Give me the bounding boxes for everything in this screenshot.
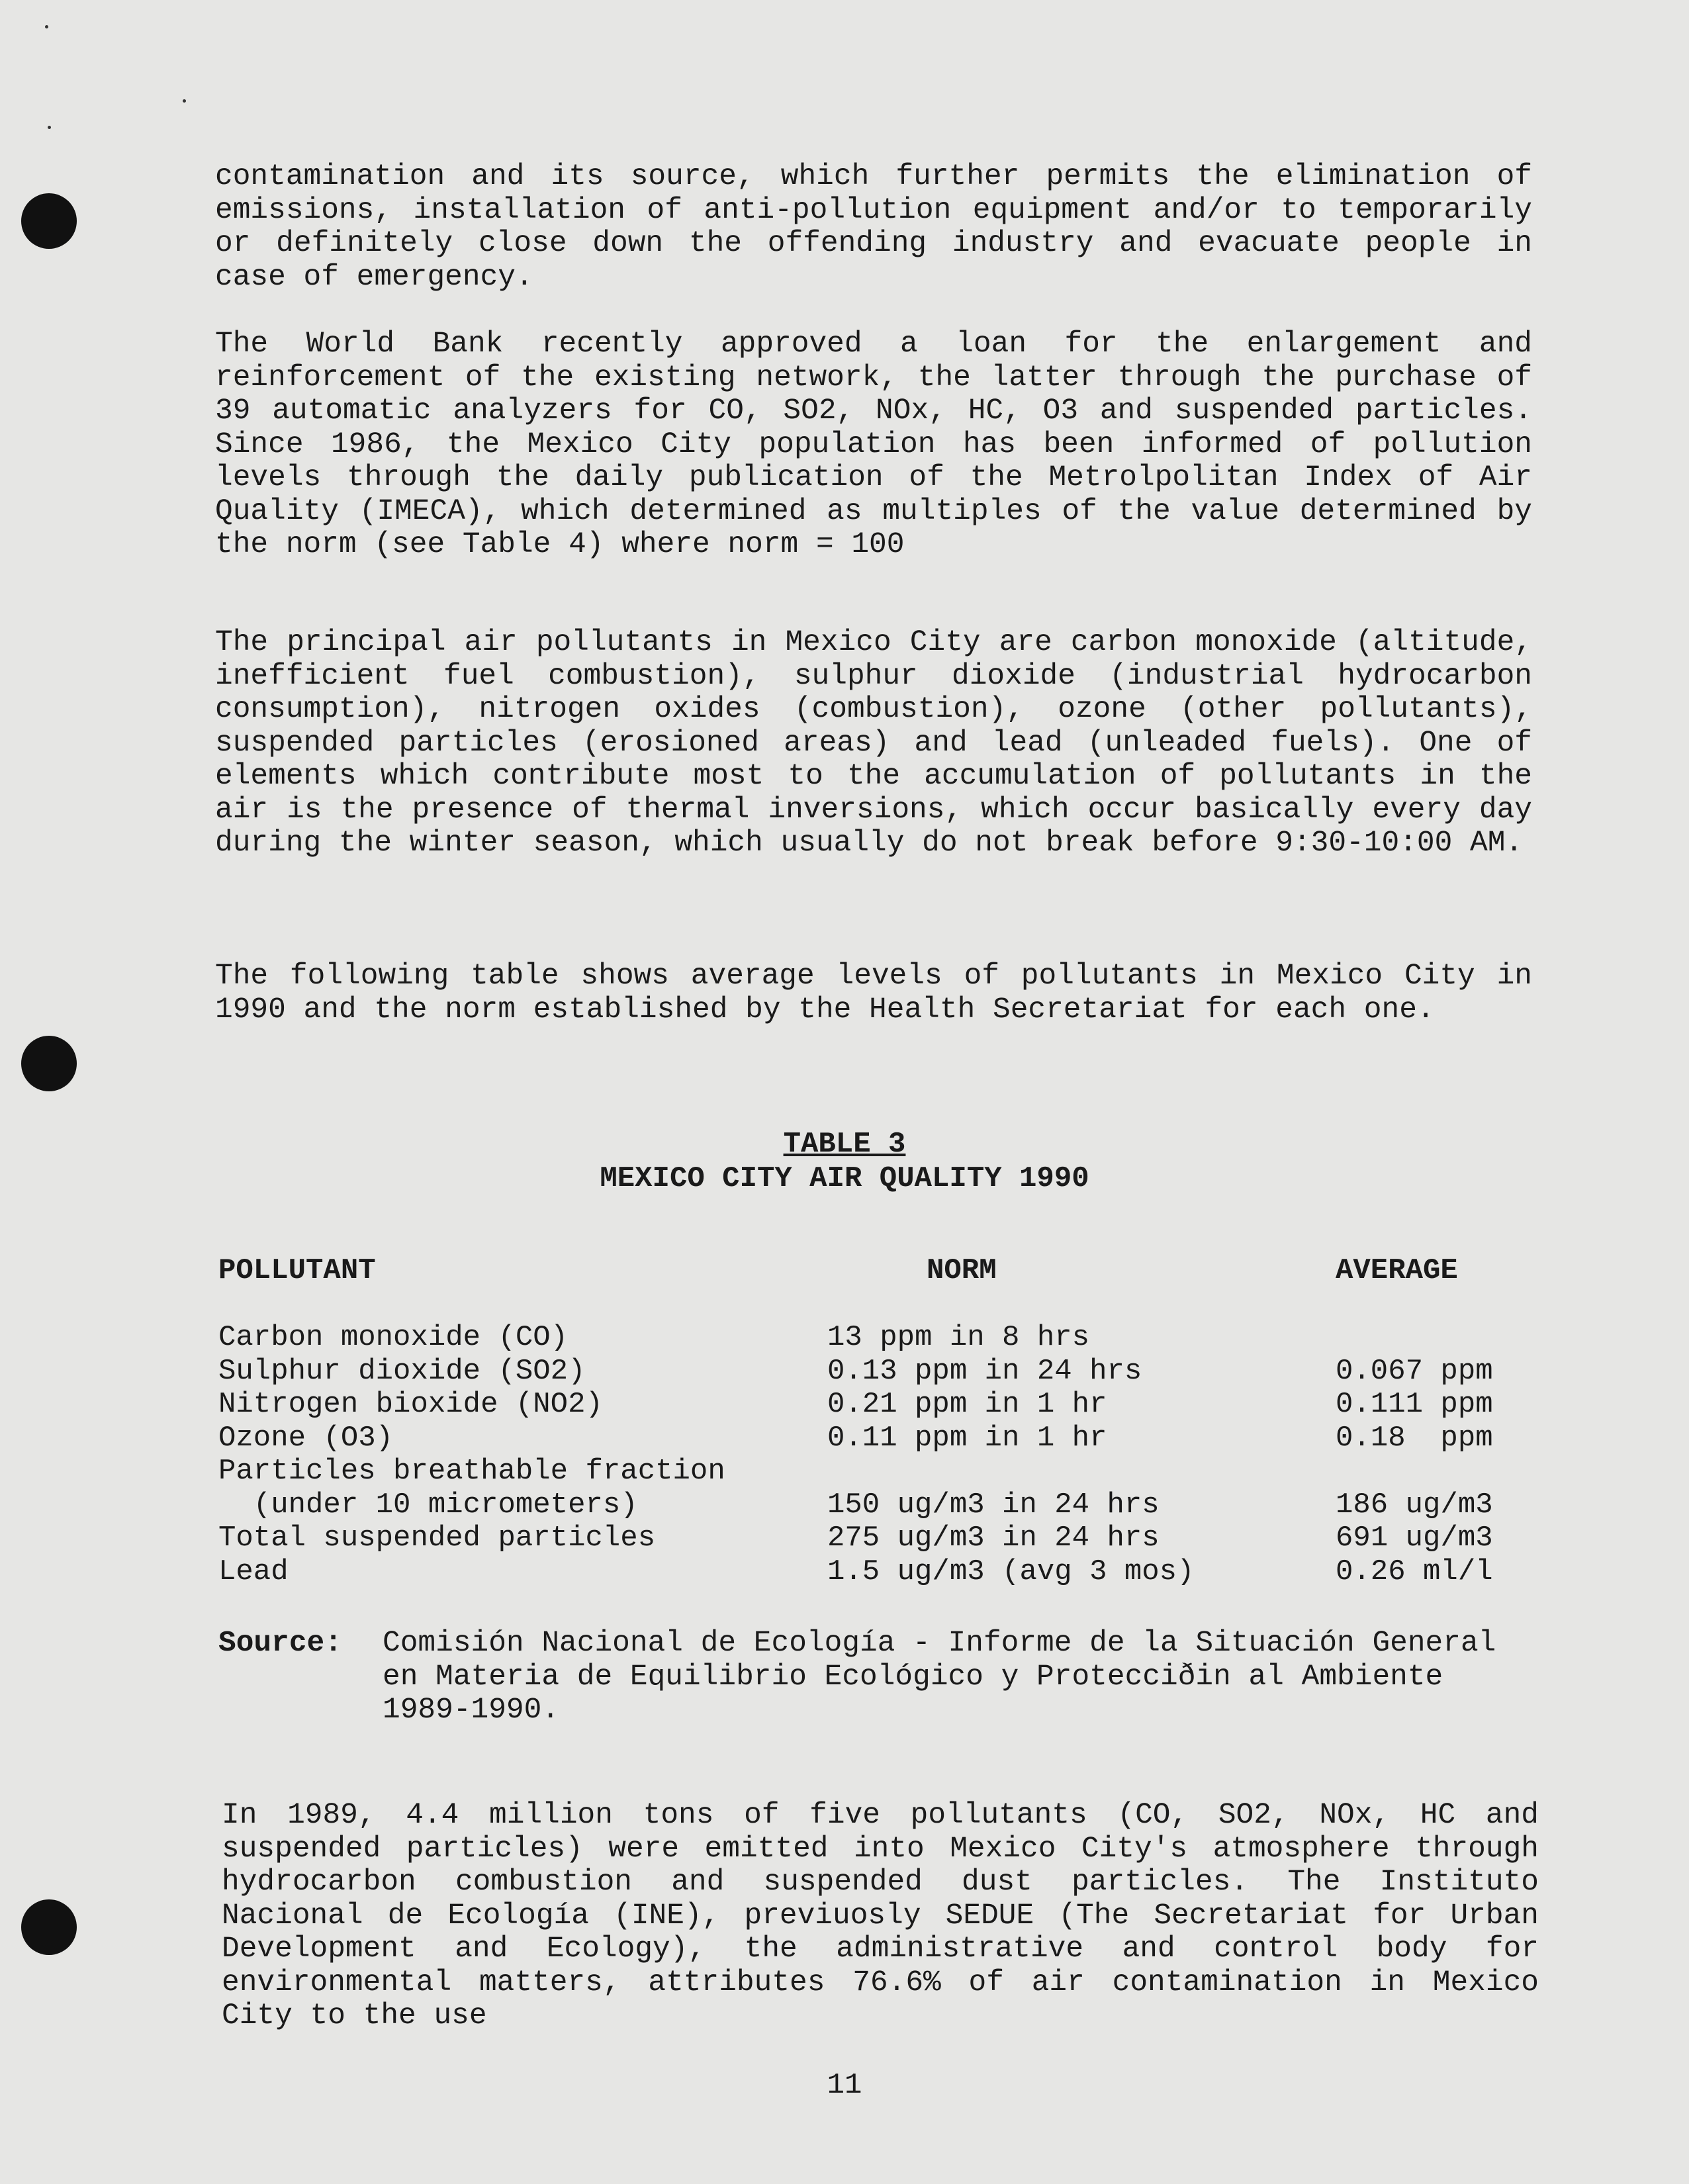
cell-norm: 0.21 ppm in 1 hr (827, 1388, 1107, 1421)
cell-norm: 13 ppm in 8 hrs (827, 1321, 1090, 1354)
cell-pollutant: Ozone (O3) (218, 1421, 394, 1455)
cell-pollutant: Lead (218, 1555, 289, 1588)
cell-pollutant: Carbon monoxide (CO) (218, 1321, 569, 1354)
table-header-row (218, 1254, 1542, 1288)
paragraph-2: The World Bank recently approved a loan for the enlargement and reinforcement of the existing network, the latter through the purchase of 39 automatic analyzers for CO, SO2, NOx, HC, O3 and suspended particles. Since 1986, the Mexico City population has been informed of pollution levels through the daily publication of the Metrolpolitan Index of Air Quality (IMECA), which determined as multiples of the value determined by the norm (see Table 4) where norm = 100 (215, 328, 1532, 561)
header-average: AVERAGE (1336, 1254, 1458, 1287)
air-quality-table (218, 1254, 1542, 1588)
table-row (218, 1555, 1542, 1589)
source-text: Comisión Nacional de Ecología - Informe de la Situación General en Materia de Equilibrio Ecológico y Protecciðin al Ambiente 1989-1990. (383, 1627, 1496, 1727)
header-norm: NORM (927, 1254, 997, 1287)
cell-pollutant: Particles breathable fraction (218, 1455, 725, 1488)
cell-pollutant: Sulphur dioxide (SO2) (218, 1354, 586, 1388)
cell-pollutant: Nitrogen bioxide (NO2) (218, 1388, 603, 1421)
paper-speck (183, 99, 186, 103)
binder-hole-middle (21, 1036, 77, 1091)
cell-pollutant: (under 10 micrometers) (218, 1488, 638, 1522)
cell-norm: 150 ug/m3 in 24 hrs (827, 1488, 1160, 1522)
table-row (218, 1355, 1542, 1388)
paragraph-1: contamination and its source, which further permits the elimination of emissions, installation of anti-pollution equipment and/or to temporarily or definitely close down the offending industry and evacuate people in case of emergency. (215, 160, 1532, 294)
page-number: 11 (827, 2069, 862, 2102)
table-title: MEXICO CITY AIR QUALITY 1990 (600, 1162, 1089, 1195)
cell-norm: 0.11 ppm in 1 hr (827, 1421, 1107, 1455)
table-row (218, 1522, 1542, 1555)
table-row (218, 1321, 1542, 1355)
cell-average: 691 ug/m3 (1336, 1522, 1493, 1555)
paper-speck (48, 126, 51, 129)
table-spacer (218, 1288, 1542, 1322)
cell-pollutant: Total suspended particles (218, 1522, 656, 1555)
cell-norm: 275 ug/m3 in 24 hrs (827, 1522, 1160, 1555)
cell-average: 186 ug/m3 (1336, 1488, 1493, 1522)
table-row (218, 1388, 1542, 1422)
cell-average: 0.26 ml/l (1336, 1555, 1493, 1588)
table-row (218, 1488, 1542, 1522)
table-label: TABLE 3 (783, 1128, 906, 1161)
closing-paragraph: In 1989, 4.4 million tons of five pollutants (CO, SO2, NOx, HC and suspended particles) were emitted into Mexico City's atmosphere through hydrocarbon combustion and suspended dust particles. The Instituto Nacional de Ecología (INE), previuosly SEDUE (The Secretariat for Urban Development and Ecology), the administrative and control body for environmental matters, attributes 76.6% of air contamination in Mexico City to the use (222, 1799, 1539, 2032)
cell-average: 0.18 ppm (1336, 1421, 1493, 1455)
table-row (218, 1455, 1542, 1488)
cell-norm: 1.5 ug/m3 (avg 3 mos) (827, 1555, 1195, 1588)
table-title-block (0, 1127, 1689, 1196)
cell-average: 0.111 ppm (1336, 1388, 1493, 1421)
table-row (218, 1422, 1542, 1455)
source-label: Source: (218, 1627, 342, 1660)
binder-hole-top (21, 193, 77, 249)
paper-speck (45, 25, 48, 28)
header-pollutant: POLLUTANT (218, 1254, 376, 1287)
paragraph-4: The following table shows average levels of pollutants in Mexico City in 1990 and the norm established by the Health Secretariat for each one. (215, 960, 1532, 1026)
binder-hole-bottom (21, 1899, 77, 1955)
paragraph-3: The principal air pollutants in Mexico City are carbon monoxide (altitude, inefficient fuel combustion), sulphur dioxide (industrial hydrocarbon consumption), nitrogen oxides (combustion), ozone (other pollutants), suspended particles (erosioned areas) and lead (unleaded fuels). One of elements which contribute most to the accumulation of pollutants in the air is the presence of thermal inversions, which occur basically every day during the winter season, which usually do not break before 9:30-10:00 AM. (215, 626, 1532, 860)
cell-norm: 0.13 ppm in 24 hrs (827, 1354, 1142, 1388)
cell-average: 0.067 ppm (1336, 1354, 1493, 1388)
